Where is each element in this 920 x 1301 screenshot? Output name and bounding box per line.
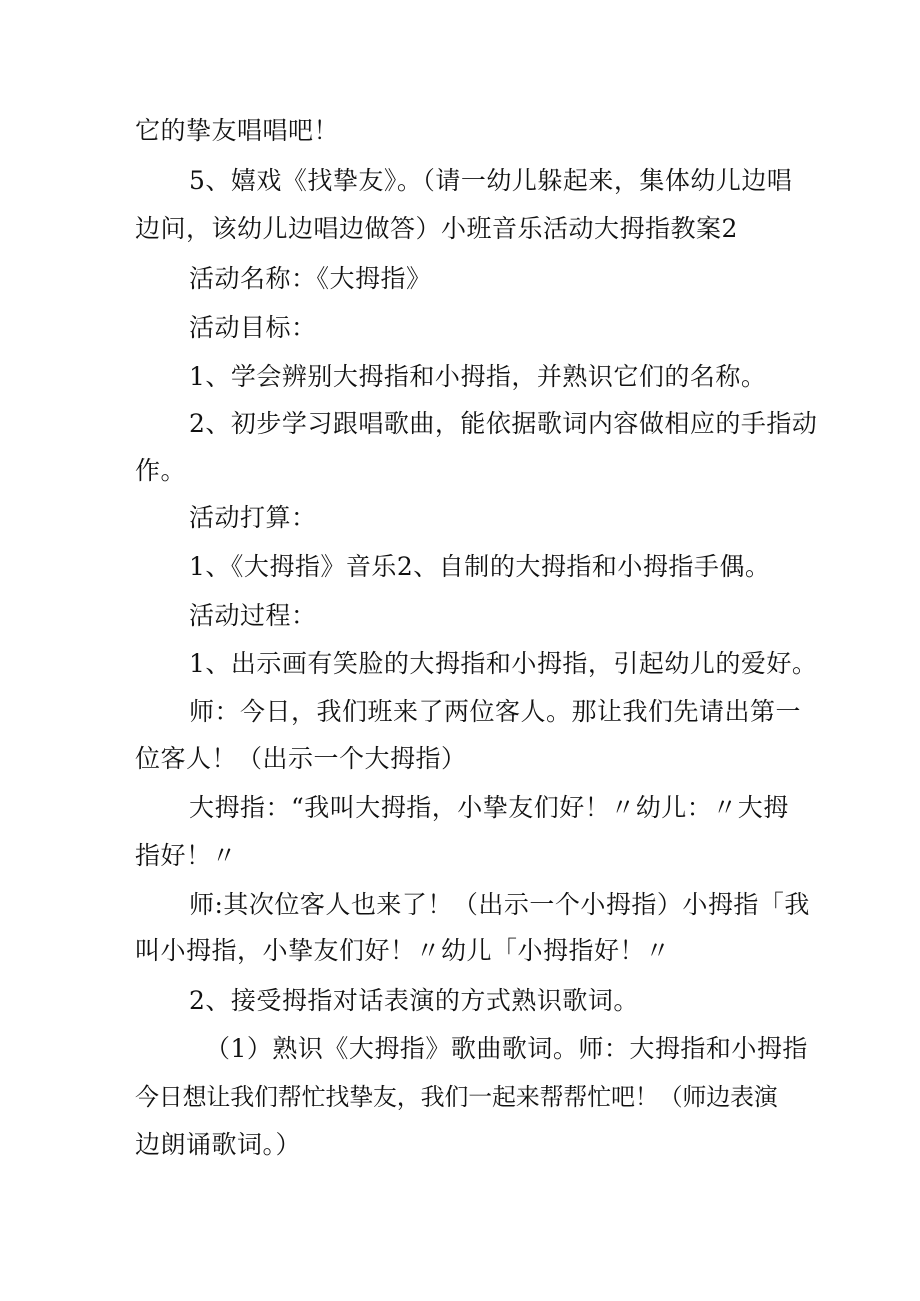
text-line: 2、接受拇指对话表演的方式熟识歌词。 [189, 986, 639, 1015]
text-line: 叫小拇指，小挚友们好！〃幼儿「小拇指好！〃 [135, 936, 671, 965]
text-line: 大拇指：“我叫大拇指，小挚友们好！〃幼儿：〃大拇 [189, 793, 789, 822]
text-line: 指好！〃 [135, 841, 238, 870]
text-line: 1、出示画有笑脸的大拇指和小拇指，引起幼儿的爱好。 [189, 649, 818, 678]
text-line: 2、初步学习跟唱歌曲，能依据歌词内容做相应的手指动 [189, 409, 818, 438]
text-line: 活动名称：《大拇指》 [189, 264, 432, 293]
text-line: 今日想让我们帮忙找挚友，我们一起来帮帮忙吧！（师边表演 [135, 1083, 778, 1111]
text-line: 边朗诵歌词。） [135, 1130, 302, 1159]
text-line: 边问，该幼儿边唱边做答）小班音乐活动大拇指教案2 [135, 214, 738, 243]
text-line: 1、《大拇指》音乐2、自制的大拇指和小拇指手偶。 [189, 552, 771, 581]
text-line: 师:其次位客人也来了！（出示一个小拇指）小拇指「我 [189, 890, 810, 919]
text-line: 活动目标： [189, 313, 317, 342]
text-line: 活动打算： [189, 503, 317, 532]
text-line: 它的挚友唱唱吧！ [135, 116, 340, 145]
text-line: 活动过程： [189, 601, 317, 630]
text-line: 师：今日，我们班来了两位客人。那让我们先请出第一 [189, 697, 802, 726]
text-line: 作。 [135, 456, 187, 485]
text-line: 5、嬉戏《找挚友》。（请一幼儿躲起来，集体幼儿边唱 [189, 166, 793, 195]
text-line: （1）熟识《大拇指》歌曲歌词。师：大拇指和小拇指 [205, 1034, 808, 1063]
text-line: 位客人！（出示一个大拇指） [135, 744, 467, 773]
text-line: 1、学会辨别大拇指和小拇指，并熟识它们的名称。 [189, 362, 767, 391]
